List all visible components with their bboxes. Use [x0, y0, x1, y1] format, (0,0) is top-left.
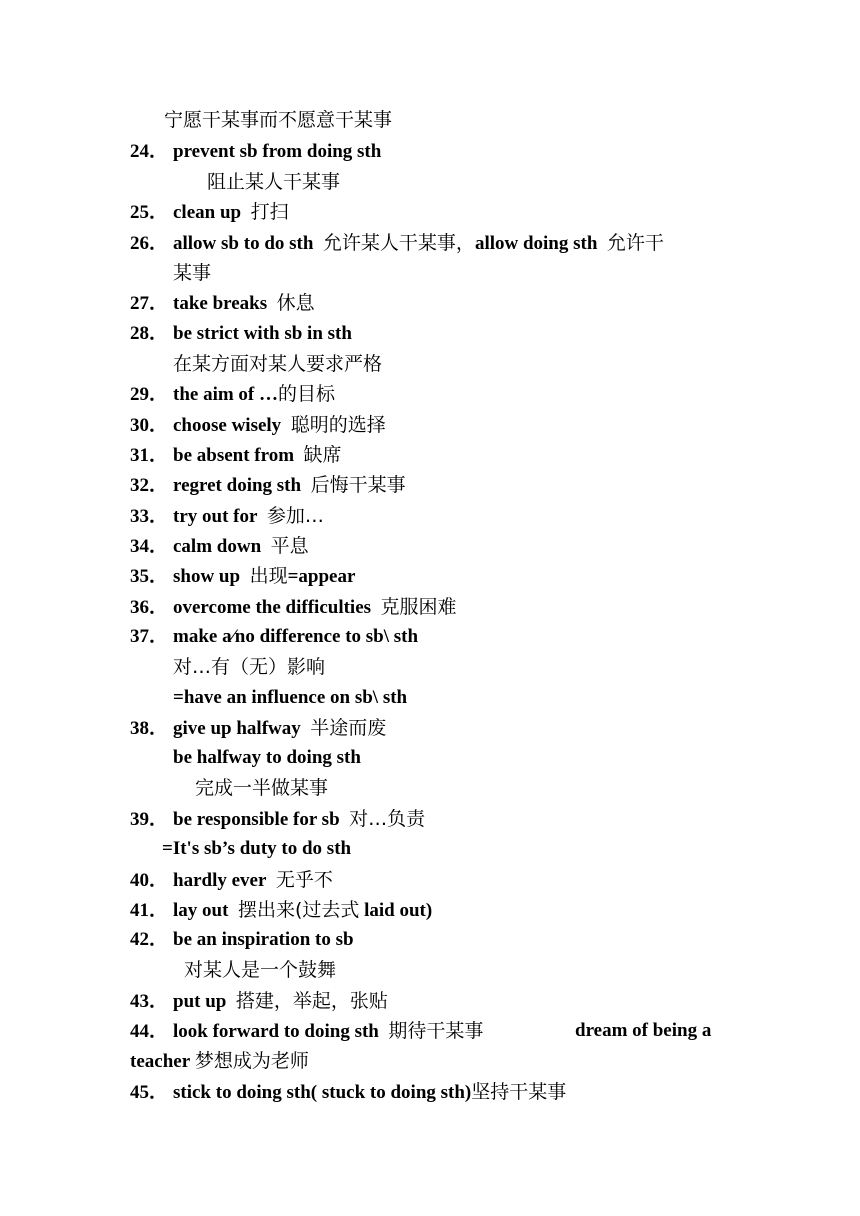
phrase: be strict with sb in sth [173, 323, 352, 344]
item-26-continued [173, 260, 211, 287]
line-23-meaning [164, 107, 392, 134]
item-number: 45． [130, 1082, 169, 1103]
item-26 [130, 230, 664, 257]
phrase: clean up [173, 202, 242, 223]
phrase: prevent sb from doing sth [173, 141, 382, 162]
meaning: 期待干某事 [388, 1020, 484, 1042]
item-44-continued [130, 1048, 309, 1075]
item-number: 41． [130, 900, 169, 921]
item-number: 34． [130, 536, 169, 557]
meaning: 允许某人干某事， [322, 232, 475, 254]
phrase: show up [173, 566, 241, 587]
item-number: 27． [130, 293, 169, 314]
phrase: put up [173, 991, 227, 1012]
item-34 [130, 533, 309, 560]
meaning: 打扫 [250, 201, 289, 223]
meaning: 聪明的选择 [290, 414, 386, 436]
item-44-phrase-2 [575, 1018, 711, 1044]
phrase: be absent from [173, 445, 295, 466]
phrase: try out for [173, 506, 258, 527]
item-number: 36． [130, 597, 169, 618]
item-25 [130, 199, 289, 226]
meaning: 搭建，举起，张贴 [235, 990, 388, 1012]
meaning: 某事 [173, 262, 212, 284]
item-number: 28． [130, 323, 169, 344]
meaning: 无乎不 [275, 869, 333, 891]
item-41 [130, 897, 432, 924]
meaning: 坚持干某事 [471, 1081, 567, 1103]
meaning: 梦想成为老师 [194, 1050, 309, 1072]
item-37-meaning [173, 654, 325, 681]
phrase-2: allow doing sth [474, 233, 598, 254]
item-number: 33． [130, 506, 169, 527]
item-38-phrase-2 [173, 745, 361, 771]
item-number: 42． [130, 929, 169, 950]
meaning: 摆出来(过去式 [237, 899, 360, 921]
item-35 [130, 563, 355, 590]
item-37-equivalent [173, 685, 407, 711]
meaning: 对…负责 [349, 808, 426, 830]
item-42-meaning [184, 957, 336, 984]
meaning: 后悔干某事 [310, 474, 406, 496]
item-number: 30． [130, 415, 169, 436]
item-number: 31． [130, 445, 169, 466]
item-24-meaning [207, 169, 340, 196]
phrase: take breaks [173, 293, 268, 314]
phrase: stick to doing sth( stuck to doing sth) [173, 1082, 472, 1103]
meaning: 休息 [276, 292, 315, 314]
phrase: choose wisely [173, 415, 282, 436]
item-36 [130, 594, 457, 621]
item-number: 32． [130, 475, 169, 496]
item-45 [130, 1079, 566, 1106]
phrase: calm down [173, 536, 262, 557]
phrase-2: =appear [287, 566, 356, 587]
phrase: be halfway to doing sth [173, 747, 361, 768]
item-number: 43． [130, 991, 169, 1012]
item-43 [130, 988, 388, 1015]
phrase: teacher [130, 1051, 191, 1072]
phrase: lay out [173, 900, 229, 921]
phrase-2: laid out) [364, 900, 433, 921]
item-42 [130, 927, 354, 953]
item-27 [130, 290, 315, 317]
phrase: allow sb to do sth [173, 233, 314, 254]
item-number: 35． [130, 566, 169, 587]
meaning: 完成一半做某事 [195, 777, 329, 799]
item-24 [130, 139, 381, 165]
phrase: be an inspiration to sb [173, 929, 354, 950]
item-38 [130, 715, 386, 742]
meaning: 在某方面对某人要求严格 [173, 353, 383, 375]
item-number: 39． [130, 809, 169, 830]
meaning: 阻止某人干某事 [207, 171, 341, 193]
phrase: =It's sb’s duty to do sth [162, 838, 352, 859]
meaning: 半途而废 [310, 717, 387, 739]
meaning-2: 允许干 [606, 232, 664, 254]
meaning: 克服困难 [380, 596, 457, 618]
meaning: 参加… [266, 505, 324, 527]
item-number: 44． [130, 1021, 169, 1042]
meaning: 对…有（无）影响 [173, 656, 326, 678]
meaning: 的目标 [278, 383, 336, 405]
phrase: the aim of … [173, 384, 279, 405]
meaning: 对某人是一个鼓舞 [184, 959, 337, 981]
item-29 [130, 381, 335, 408]
item-number: 38． [130, 718, 169, 739]
item-30 [130, 412, 386, 439]
item-40 [130, 867, 333, 894]
item-number: 29． [130, 384, 169, 405]
phrase-2: dream of being a [575, 1020, 712, 1041]
meaning: 宁愿干某事而不愿意干某事 [164, 109, 393, 131]
meaning: 平息 [270, 535, 309, 557]
item-38-meaning-2 [195, 775, 328, 802]
item-39 [130, 806, 425, 833]
item-number: 25． [130, 202, 169, 223]
item-31 [130, 442, 342, 469]
phrase: =have an influence on sb\ sth [173, 687, 408, 708]
item-44 [130, 1018, 483, 1045]
phrase: overcome the difficulties [173, 597, 372, 618]
item-32 [130, 472, 406, 499]
item-number: 40． [130, 870, 169, 891]
item-number: 26． [130, 233, 169, 254]
phrase: hardly ever [173, 870, 267, 891]
item-28 [130, 321, 352, 347]
item-37 [130, 624, 418, 650]
phrase: regret doing sth [173, 475, 302, 496]
phrase: give up halfway [173, 718, 301, 739]
meaning: 出现 [249, 565, 288, 587]
item-39-equivalent [162, 836, 351, 862]
phrase: make a⁄no difference to sb\ sth [173, 626, 419, 647]
item-number: 37． [130, 626, 169, 647]
meaning: 缺席 [303, 444, 342, 466]
phrase: look forward to doing sth [173, 1021, 379, 1042]
phrase: be responsible for sb [173, 809, 340, 830]
item-number: 24． [130, 141, 169, 162]
item-33 [130, 503, 324, 530]
item-28-meaning [173, 351, 382, 378]
